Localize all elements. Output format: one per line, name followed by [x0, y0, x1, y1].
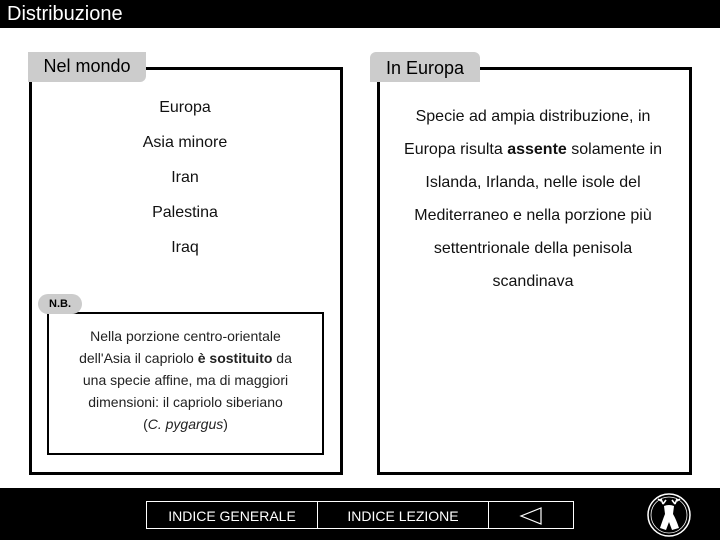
back-triangle-icon: [519, 507, 543, 525]
emphasis-text: è sostituito: [197, 350, 273, 366]
europe-line: [382, 133, 684, 166]
list-item: Iran: [171, 169, 199, 186]
text-segment: solamente in: [566, 141, 662, 158]
note-line: una specie affine, ma di maggiori: [82, 372, 289, 388]
europe-description: [382, 100, 684, 298]
list-item: Palestina: [152, 204, 218, 221]
country-list: [80, 95, 290, 270]
general-index-button[interactable]: INDICE GENERALE: [146, 501, 318, 529]
page-title: Distribuzione: [0, 0, 720, 28]
back-button[interactable]: [488, 501, 574, 529]
note-line: dimensioni: il capriolo siberiano: [88, 394, 283, 410]
note-line: [57, 413, 314, 435]
text-segment: ): [223, 416, 228, 432]
tab-nel-mondo: Nel mondo: [28, 52, 146, 82]
emphasis-text: assente: [507, 141, 567, 158]
note-badge: N.B.: [38, 294, 82, 314]
note-line: [57, 347, 314, 369]
species-name: C. pygargus: [147, 416, 224, 432]
text-segment: dell'Asia il capriolo: [79, 350, 198, 366]
europe-line: settentrionale della penisola: [433, 240, 633, 257]
text-segment: Europa risulta: [404, 141, 508, 158]
lesson-index-button[interactable]: INDICE LEZIONE: [317, 501, 489, 529]
list-item: Iraq: [171, 239, 199, 256]
list-item: Europa: [159, 99, 211, 116]
note-text: [57, 325, 314, 435]
deer-logo-icon: [646, 492, 692, 538]
list-item: Asia minore: [142, 134, 228, 151]
text-segment: da: [272, 350, 292, 366]
europe-line: Specie ad ampia distribuzione, in: [415, 108, 651, 125]
tab-in-europa: In Europa: [370, 52, 480, 82]
europe-line: Islanda, Irlanda, nelle isole del: [425, 174, 641, 191]
text-segment: (: [143, 416, 148, 432]
europe-line: scandinava: [492, 273, 574, 290]
europe-line: Mediterraneo e nella porzione più: [414, 207, 652, 224]
note-line: Nella porzione centro-orientale: [90, 328, 281, 344]
